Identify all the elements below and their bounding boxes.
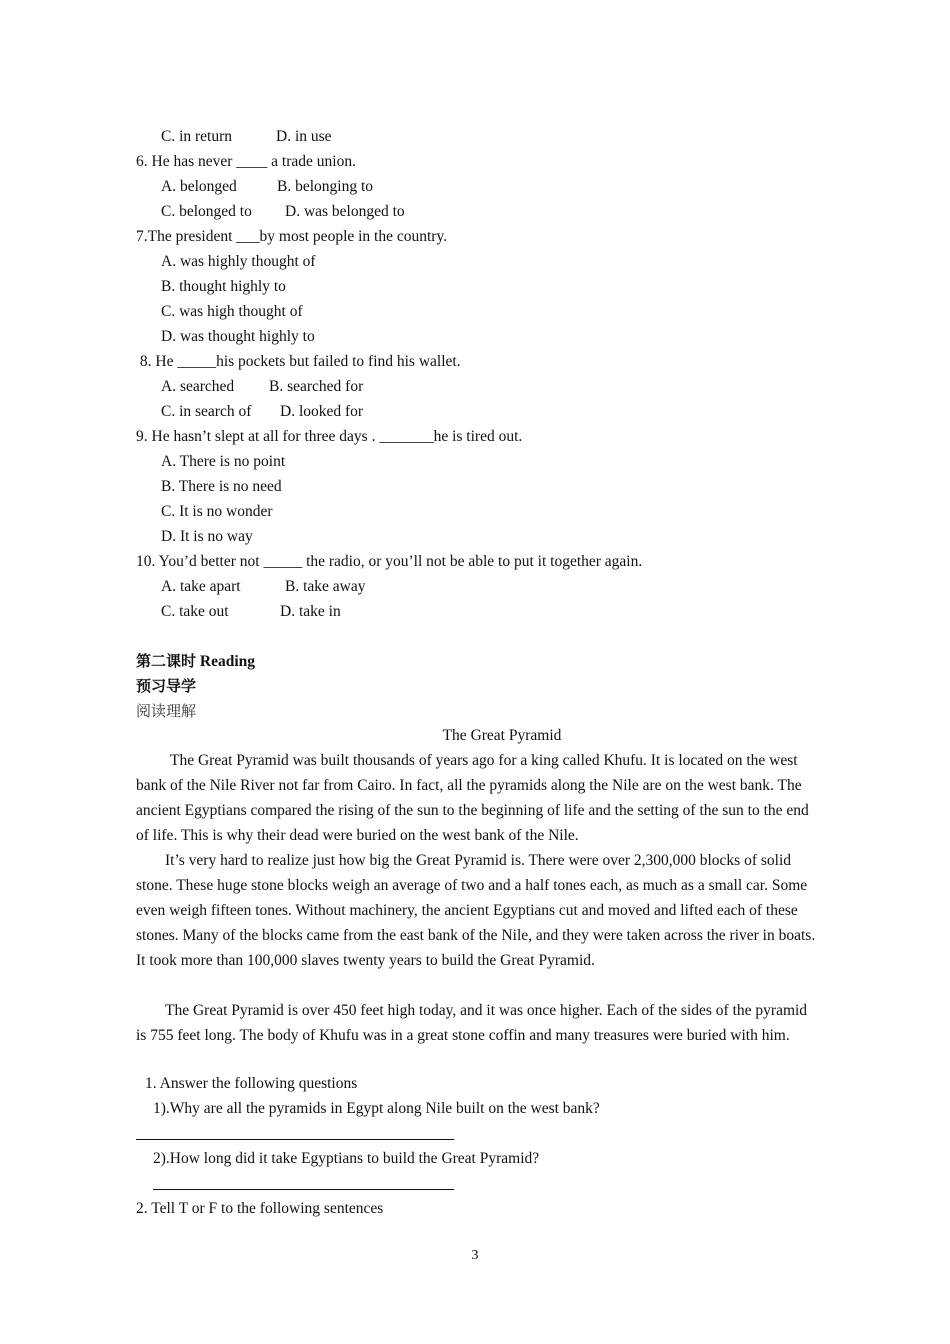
q9-option-c: C. It is no wonder: [161, 503, 273, 520]
q6-option-b: B. belonging to: [277, 178, 374, 195]
q9-option-a: A. There is no point: [161, 453, 286, 470]
q7-option-a: A. was highly thought of: [161, 253, 316, 270]
q5-option-d: D. in use: [276, 128, 332, 145]
q7-stem: 7.The president ___by most people in the country.: [136, 228, 448, 245]
exercise-1-question-2: 2).How long did it take Egyptians to build the Great Pyramid?: [153, 1150, 540, 1167]
q10-option-c: C. take out: [161, 603, 229, 620]
passage-paragraph-2: It’s very hard to realize just how big the Great Pyramid is. There were over 2,300,000 blocks of solid stone. These huge stone blocks weigh an average of two and a half tones each, as much as a small car. Some even weigh fifteen tones. Without machinery, the ancient Egyptians cut and moved and lifted each of these stones. Many of the blocks came from the east bank of the Nile, and they were taken across the river in boats. It took more than 100,000 slaves twenty years to build the Great Pyramid.: [136, 852, 816, 969]
q10-option-a: A. take apart: [161, 578, 241, 595]
page-number: 3: [471, 1248, 479, 1263]
q7-option-b: B. thought highly to: [161, 278, 286, 295]
q5-option-c: C. in return: [161, 128, 233, 145]
q10-option-b: B. take away: [285, 578, 366, 595]
passage-paragraph-3: The Great Pyramid is over 450 feet high today, and it was once higher. Each of the sides of the pyramid is 755 feet long. The body of Khufu was in a great stone coffin and many treasures were buried with him.: [136, 1002, 808, 1044]
lesson-heading-cn: 第二课时: [136, 652, 197, 670]
q8-stem: 8. He _____his pockets but failed to find his wallet.: [136, 353, 461, 370]
answer-line-1[interactable]: [136, 1139, 454, 1140]
q6-option-a: A. belonged: [161, 178, 237, 195]
lesson-heading-en: Reading: [196, 653, 256, 670]
answer-line-2[interactable]: [153, 1189, 454, 1190]
preview-heading: 预习导学: [136, 677, 197, 695]
q6-option-c: C. belonged to: [161, 203, 252, 220]
exercise-1-heading: 1. Answer the following questions: [145, 1075, 358, 1092]
passage-paragraph-1: The Great Pyramid was built thousands of years ago for a king called Khufu. It is located on the west bank of the Nile River not far from Cairo. In fact, all the pyramids along the Nile are on the west bank. The ancient Egyptians compared the rising of the sun to the beginning of life and the setting of the sun to the end of life. This is why their dead were buried on the west bank of the Nile.: [136, 752, 809, 844]
q8-option-b: B. searched for: [269, 378, 364, 395]
q9-option-b: B. There is no need: [161, 478, 282, 495]
q7-option-c: C. was high thought of: [161, 303, 303, 320]
q9-option-d: D. It is no way: [161, 528, 253, 545]
q8-option-c: C. in search of: [161, 403, 252, 420]
q10-option-d: D. take in: [280, 603, 341, 620]
q8-option-a: A. searched: [161, 378, 235, 395]
q6-stem: 6. He has never ____ a trade union.: [136, 153, 356, 170]
lesson-heading: [136, 651, 255, 672]
q6-option-d: D. was belonged to: [285, 203, 405, 220]
reading-heading: 阅读理解: [136, 702, 197, 720]
q8-option-d: D. looked for: [280, 403, 364, 420]
exercise-2-heading: 2. Tell T or F to the following sentences: [136, 1200, 384, 1217]
q9-stem: 9. He hasn’t slept at all for three days . _______he is tired out.: [136, 428, 523, 445]
exercise-1-question-1: 1).Why are all the pyramids in Egypt along Nile built on the west bank?: [153, 1100, 600, 1117]
q10-stem: 10. You’d better not _____ the radio, or you’ll not be able to put it together again.: [136, 553, 643, 570]
q7-option-d: D. was thought highly to: [161, 328, 315, 345]
passage-title: The Great Pyramid: [442, 727, 562, 744]
